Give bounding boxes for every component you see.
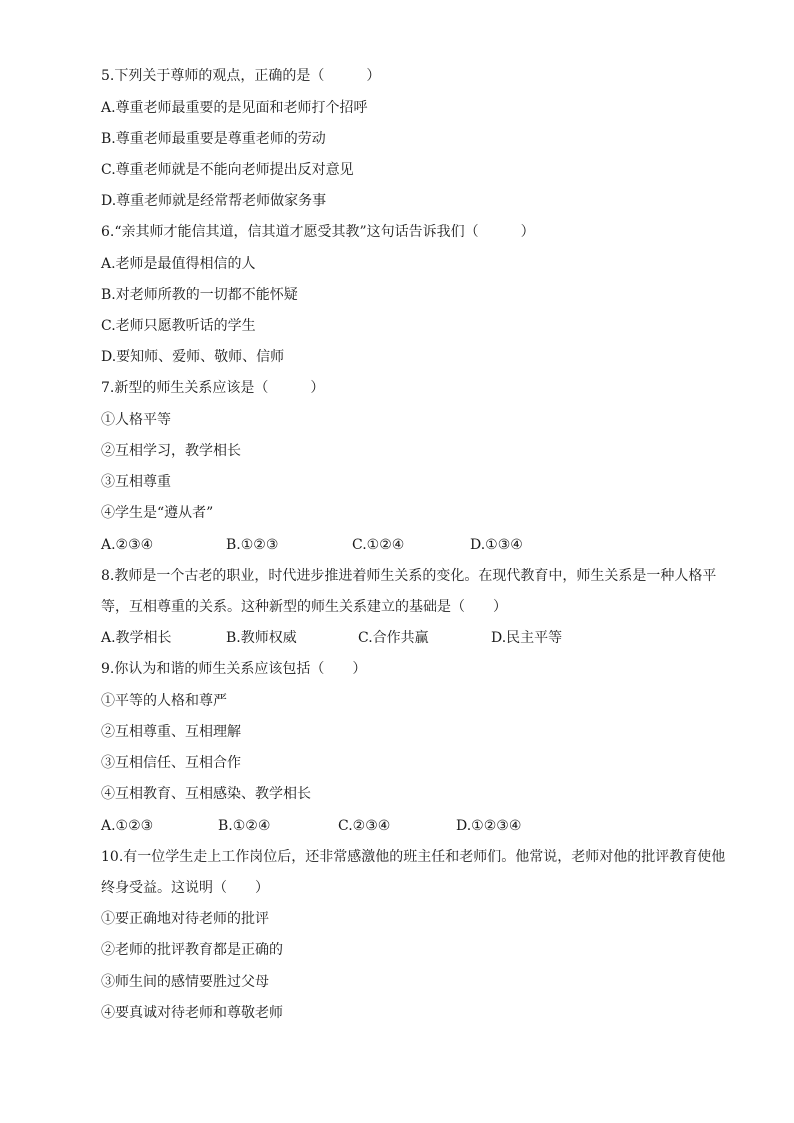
question-7-option-b: B.①②③ xyxy=(226,537,279,553)
question-7-option-a: A.②③④ xyxy=(101,537,154,553)
question-10-stem-line-1: 10.有一位学生走上工作岗位后，还非常感激他的班主任和老师们。他常说，老师对他的批评教育使他 xyxy=(101,849,726,865)
question-8-option-d: D.民主平等 xyxy=(491,630,563,646)
question-6-option-d: D.要知师、爱师、敬师、信师 xyxy=(101,349,285,365)
question-8-option-a: A.教学相长 xyxy=(101,630,172,646)
question-10-stem-line-2: 终身受益。这说明（ ） xyxy=(101,880,269,896)
question-9-item-4: ④互相教育、互相感染、教学相长 xyxy=(101,786,311,802)
question-6-option-c: C.老师只愿教听话的学生 xyxy=(101,318,256,334)
question-9-stem: 9.你认为和谐的师生关系应该包括（ ） xyxy=(101,661,367,677)
question-7-item-2: ②互相学习，教学相长 xyxy=(101,443,241,459)
question-5-stem: 5.下列关于尊师的观点，正确的是（ ） xyxy=(101,68,381,84)
question-8-stem-line-2: 等，互相尊重的关系。这种新型的师生关系建立的基础是（ ） xyxy=(101,599,507,615)
question-9-option-d: D.①②③④ xyxy=(456,818,522,834)
question-7-option-c: C.①②④ xyxy=(352,537,405,553)
question-9-item-1: ①平等的人格和尊严 xyxy=(101,693,227,709)
question-5-option-c: C.尊重老师就是不能向老师提出反对意见 xyxy=(101,162,354,178)
question-8-stem-line-1: 8.教师是一个古老的职业，时代进步推进着师生关系的变化。在现代教育中，师生关系是一种人格平 xyxy=(101,568,717,584)
question-9-option-b: B.①②④ xyxy=(218,818,271,834)
question-6-option-a: A.老师是最值得相信的人 xyxy=(101,256,256,272)
question-7-item-3: ③互相尊重 xyxy=(101,474,171,490)
question-9-option-c: C.②③④ xyxy=(338,818,391,834)
question-5-option-d: D.尊重老师就是经常帮老师做家务事 xyxy=(101,193,327,209)
question-10-item-2: ②老师的批评教育都是正确的 xyxy=(101,942,283,958)
question-6-stem: 6.“亲其师才能信其道，信其道才愿受其教”这句话告诉我们（ ） xyxy=(101,224,535,240)
question-10-item-1: ①要正确地对待老师的批评 xyxy=(101,911,269,927)
question-7-stem: 7.新型的师生关系应该是（ ） xyxy=(101,380,325,396)
question-8-option-b: B.教师权威 xyxy=(226,630,297,646)
question-5-option-b: B.尊重老师最重要是尊重老师的劳动 xyxy=(101,131,326,147)
question-10-item-3: ③师生间的感情要胜过父母 xyxy=(101,974,269,990)
question-10-item-4: ④要真诚对待老师和尊敬老师 xyxy=(101,1005,283,1021)
question-7-item-1: ①人格平等 xyxy=(101,412,171,428)
question-8-option-c: C.合作共赢 xyxy=(358,630,429,646)
question-9-item-3: ③互相信任、互相合作 xyxy=(101,755,241,771)
question-7-item-4: ④学生是“遵从者” xyxy=(101,505,214,521)
question-6-option-b: B.对老师所教的一切都不能怀疑 xyxy=(101,287,298,303)
question-9-item-2: ②互相尊重、互相理解 xyxy=(101,724,241,740)
question-7-option-d: D.①③④ xyxy=(470,537,523,553)
question-9-option-a: A.①②③ xyxy=(101,818,154,834)
question-5-option-a: A.尊重老师最重要的是见面和老师打个招呼 xyxy=(101,100,368,116)
